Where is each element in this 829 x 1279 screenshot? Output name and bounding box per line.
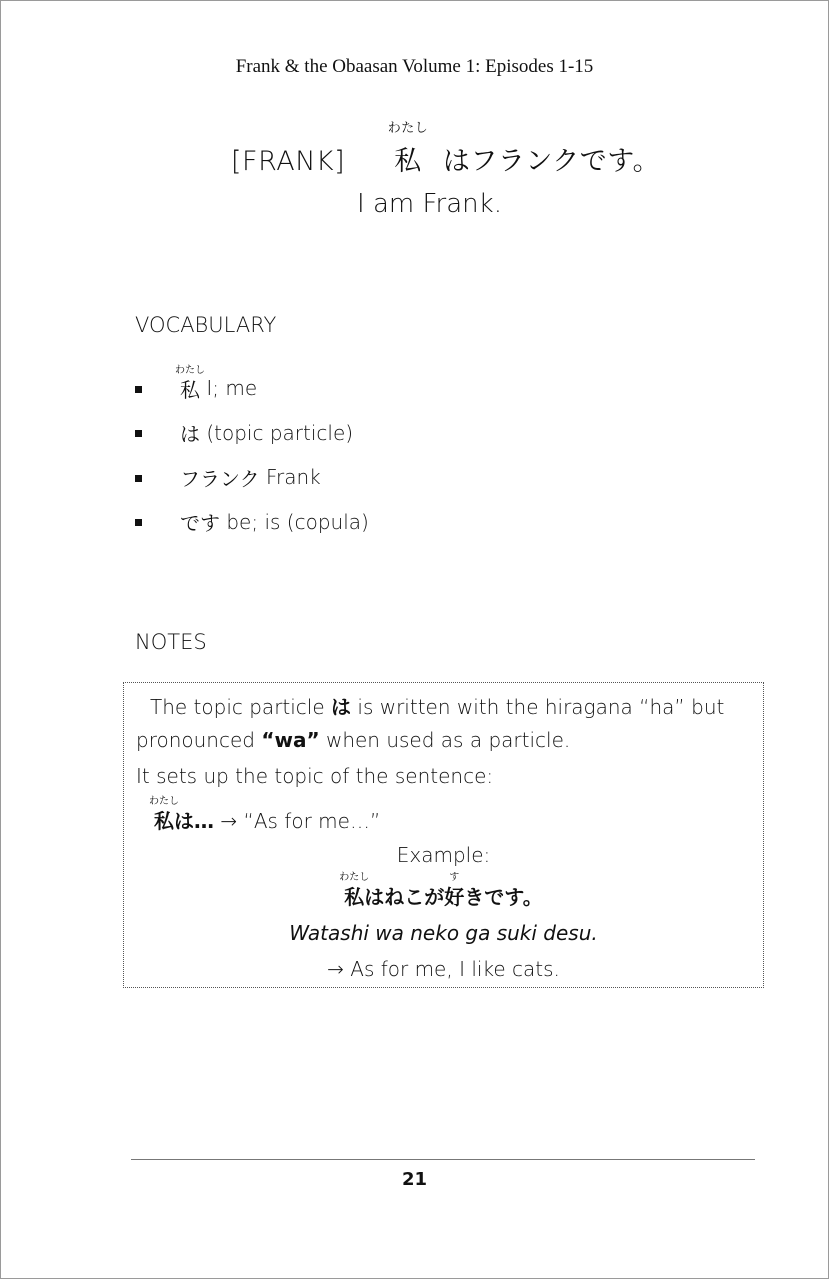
example-text: きです。 — [464, 885, 543, 909]
notes-text: is written with the hiragana “ha” but — [351, 695, 725, 719]
vocabulary-heading: VOCABULARY — [135, 313, 277, 337]
list-item — [135, 455, 369, 500]
notes-line-2 — [136, 728, 570, 752]
vocab-gloss: (topic particle) — [200, 420, 354, 445]
vocabulary-list — [135, 366, 369, 544]
dialogue-furigana: わたし — [387, 121, 429, 136]
notes-kanji — [149, 796, 179, 834]
example-japanese — [124, 872, 763, 910]
vocab-furigana: わたし — [175, 364, 205, 376]
vocab-term: フランク — [180, 466, 260, 491]
bullet-icon — [135, 430, 142, 437]
vocab-gloss: Frank — [259, 465, 321, 490]
dialogue-kanji-text: 私 — [394, 146, 422, 177]
list-item — [135, 500, 369, 545]
list-item — [135, 411, 369, 456]
example-text: はねこが — [364, 885, 445, 909]
dialogue-line — [231, 121, 661, 178]
speaker-label: [FRANK] — [231, 146, 346, 177]
notes-text: pronounced — [136, 728, 262, 752]
bullet-icon — [135, 519, 142, 526]
vocab-gloss: I; me — [200, 376, 258, 401]
list-item — [135, 366, 369, 411]
notes-heading: NOTES — [135, 630, 207, 654]
dialogue-kanji — [387, 121, 429, 178]
bullet-icon — [135, 475, 142, 482]
vocab-term: は — [180, 422, 200, 447]
notes-text: when used as a particle. — [319, 728, 571, 752]
notes-bold-wa: “wa” — [261, 728, 320, 752]
example-kanji — [339, 872, 370, 910]
vocab-term — [175, 364, 205, 403]
notes-line-1 — [150, 691, 724, 720]
notes-line-4 — [149, 796, 381, 834]
example-kanji-text: 私 — [344, 885, 365, 909]
vocab-term: です — [180, 511, 220, 536]
example-kanji-text: 好 — [444, 885, 465, 909]
notes-furigana: わたし — [149, 796, 179, 807]
example-label: Example: — [396, 843, 491, 867]
dialogue-translation: I am Frank. — [357, 189, 502, 219]
notes-particle: は… — [174, 809, 214, 833]
notes-particle: は — [331, 695, 352, 719]
page-number: 21 — [401, 1169, 428, 1190]
notes-text: The topic particle — [150, 695, 332, 719]
notes-box — [123, 682, 764, 988]
notes-line-3: It sets up the topic of the sentence: — [136, 764, 494, 788]
example-romaji: Watashi wa neko ga suki desu. — [289, 921, 598, 945]
notes-kanji-text: 私 — [154, 809, 174, 833]
example-furigana: わたし — [339, 872, 370, 883]
example-kanji — [444, 872, 465, 910]
example-furigana: す — [449, 872, 460, 883]
example-translation: → As for me, I like cats. — [327, 957, 560, 981]
vocab-term-text: 私 — [180, 377, 200, 402]
dialogue-rest: はフランクです。 — [442, 146, 661, 177]
running-header: Frank & the Obaasan Volume 1: Episodes 1-15 — [235, 56, 594, 77]
notes-text: → “As for me…” — [214, 809, 381, 833]
footer-divider — [131, 1159, 755, 1160]
bullet-icon — [135, 386, 142, 393]
vocab-gloss: be; is (copula) — [220, 509, 369, 534]
